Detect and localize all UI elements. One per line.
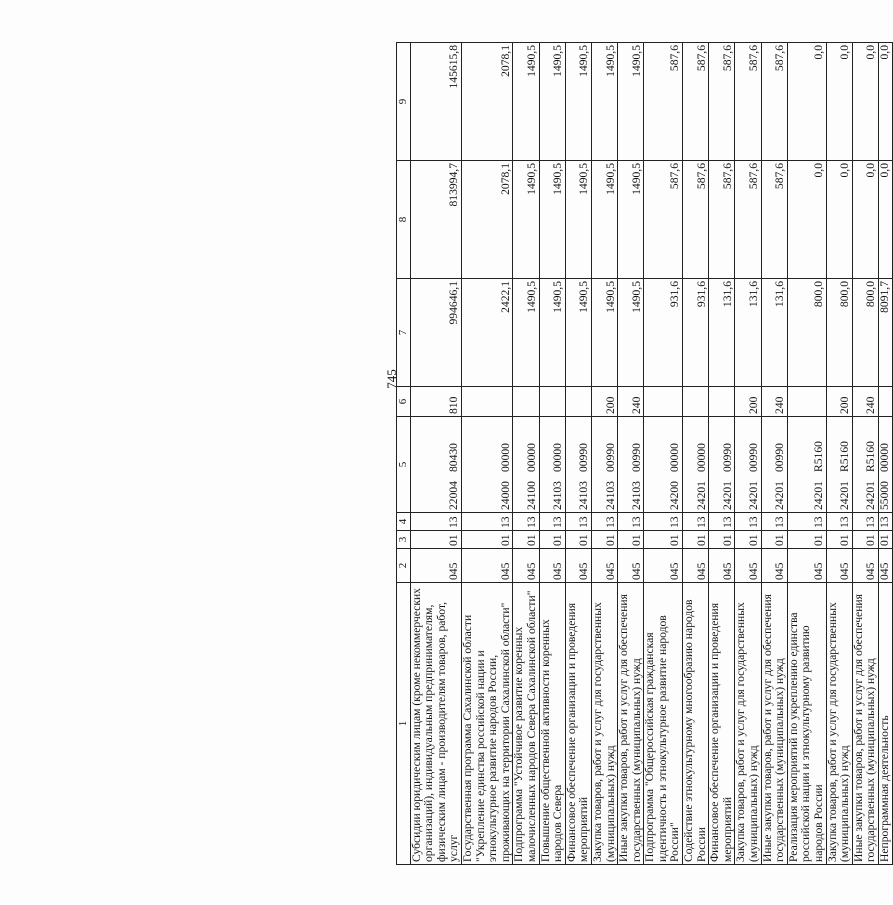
- amount-cell: 587,6: [709, 161, 735, 279]
- section-cell: 01: [565, 531, 591, 549]
- amount-cell: 994646,1: [410, 279, 461, 387]
- expense-type-cell: [709, 387, 735, 417]
- direction-code: 00000: [694, 443, 708, 472]
- table-row: [644, 43, 683, 865]
- amount-cell: 1490,5: [591, 161, 617, 279]
- section-cell: 01: [618, 531, 644, 549]
- expense-type-cell: 810: [410, 387, 461, 417]
- target-article-cell: [513, 417, 539, 513]
- table-body: [410, 43, 892, 865]
- amount-cell: 800,0: [826, 279, 852, 387]
- program-code: 22004: [447, 481, 461, 510]
- subsection-cell: 13: [683, 513, 709, 531]
- amount-cell: 587,6: [683, 43, 709, 161]
- section-cell: 01: [787, 531, 826, 549]
- expense-type-cell: [565, 387, 591, 417]
- section-cell: 01: [761, 531, 787, 549]
- table-row: [565, 43, 591, 865]
- row-name-cell: Подпрограмма "Общероссийская гражданская идентичность и этнокультурное развитие народов России": [644, 583, 683, 865]
- table-header-row: [397, 43, 411, 865]
- ministry-code-cell: 045: [878, 549, 892, 583]
- direction-code: 00990: [720, 443, 734, 472]
- amount-cell: 587,6: [709, 43, 735, 161]
- row-name-cell: Иные закупки товаров, работ и услуг для обеспечения государственных (муниципальных) нужд: [852, 583, 878, 865]
- row-name-cell: Непрограммная деятельность: [878, 583, 892, 865]
- table-row: [878, 43, 892, 865]
- direction-code: 00990: [747, 443, 761, 472]
- amount-cell: 2078,1: [461, 161, 512, 279]
- expense-type-cell: [878, 387, 892, 417]
- direction-code: R5160: [838, 441, 852, 472]
- ministry-code-cell: 045: [461, 549, 512, 583]
- target-article-cell: [461, 417, 512, 513]
- target-article-cell: [709, 417, 735, 513]
- column-header: 7: [397, 279, 411, 387]
- amount-cell: 587,6: [761, 43, 787, 161]
- table-row: [591, 43, 617, 865]
- direction-code: 00000: [498, 443, 512, 472]
- column-header: 9: [397, 43, 411, 161]
- expense-type-cell: [539, 387, 565, 417]
- amount-cell: 0,0: [787, 43, 826, 161]
- program-code: 24100: [524, 481, 538, 510]
- row-name-cell: Реализация мероприятий по укреплению единства российской нации и этнокультурному развитию народов России: [787, 583, 826, 865]
- amount-cell: 1490,5: [591, 43, 617, 161]
- table-row: [826, 43, 852, 865]
- table-row: [618, 43, 644, 865]
- amount-cell: 1490,5: [565, 279, 591, 387]
- program-code: 24201: [720, 481, 734, 510]
- ministry-code-cell: 045: [735, 549, 761, 583]
- amount-cell: 0,0: [787, 161, 826, 279]
- section-cell: 01: [591, 531, 617, 549]
- amount-cell: 931,6: [644, 279, 683, 387]
- ministry-code-cell: 045: [618, 549, 644, 583]
- amount-cell: 1490,5: [565, 161, 591, 279]
- amount-cell: 1490,5: [618, 43, 644, 161]
- amount-cell: 800,0: [787, 279, 826, 387]
- ministry-code-cell: 045: [852, 549, 878, 583]
- amount-cell: 1490,5: [513, 161, 539, 279]
- subsection-cell: 13: [709, 513, 735, 531]
- section-cell: 01: [709, 531, 735, 549]
- target-article-cell: [410, 417, 461, 513]
- column-header: 1: [397, 583, 411, 865]
- amount-cell: 2078,1: [461, 43, 512, 161]
- row-name-cell: Государственная программа Сахалинской области "Укрепление единства российской нации и этнокультурное развитие народов России, проживающих на территории Сахалинской области": [461, 583, 512, 865]
- program-code: 24103: [603, 481, 617, 510]
- target-article-cell: [735, 417, 761, 513]
- table-row: [709, 43, 735, 865]
- budget-table: [396, 42, 893, 865]
- target-article-cell: [878, 417, 892, 513]
- amount-cell: 931,6: [683, 279, 709, 387]
- amount-cell: 0,0: [826, 161, 852, 279]
- column-header: 6: [397, 387, 411, 417]
- target-article-cell: [565, 417, 591, 513]
- amount-cell: 0,0: [852, 161, 878, 279]
- subsection-cell: 13: [618, 513, 644, 531]
- page-number: 745: [384, 369, 399, 389]
- ministry-code-cell: 045: [683, 549, 709, 583]
- expense-type-cell: [513, 387, 539, 417]
- program-code: 24103: [577, 481, 591, 510]
- target-article-cell: [852, 417, 878, 513]
- subsection-cell: 13: [761, 513, 787, 531]
- amount-cell: 1490,5: [539, 279, 565, 387]
- direction-code: 00990: [629, 443, 643, 472]
- amount-cell: 587,6: [644, 161, 683, 279]
- target-article-cell: [618, 417, 644, 513]
- ministry-code-cell: 045: [644, 549, 683, 583]
- ministry-code-cell: 045: [410, 549, 461, 583]
- program-code: 55000: [877, 481, 891, 510]
- direction-code: 00990: [603, 443, 617, 472]
- amount-cell: 1490,5: [513, 43, 539, 161]
- row-name-cell: Закупка товаров, работ и услуг для государственных (муниципальных) нужд: [735, 583, 761, 865]
- amount-cell: 131,6: [709, 279, 735, 387]
- row-name-cell: Финансовое обеспечение организации и проведения мероприятий: [565, 583, 591, 865]
- expense-type-cell: 240: [852, 387, 878, 417]
- target-article-cell: [787, 417, 826, 513]
- program-code: 24201: [694, 481, 708, 510]
- row-name-cell: Повышение общественной активности коренных народов Севера: [539, 583, 565, 865]
- section-cell: 01: [852, 531, 878, 549]
- subsection-cell: 13: [539, 513, 565, 531]
- program-code: 24201: [812, 481, 825, 510]
- table-row: [761, 43, 787, 865]
- program-code: 24103: [551, 481, 565, 510]
- amount-cell: 2422,1: [461, 279, 512, 387]
- column-header: 8: [397, 161, 411, 279]
- subsection-cell: 13: [852, 513, 878, 531]
- subsection-cell: 13: [591, 513, 617, 531]
- direction-code: 00990: [577, 443, 591, 472]
- amount-cell: 587,6: [644, 43, 683, 161]
- target-article-cell: [683, 417, 709, 513]
- ministry-code-cell: 045: [539, 549, 565, 583]
- amount-cell: 813994,7: [410, 161, 461, 279]
- amount-cell: 1490,5: [591, 279, 617, 387]
- expense-type-cell: [787, 387, 826, 417]
- subsection-cell: 13: [826, 513, 852, 531]
- amount-cell: 8091,7: [878, 279, 892, 387]
- direction-code: 00000: [877, 443, 891, 472]
- program-code: 24000: [498, 481, 512, 510]
- direction-code: 00000: [551, 443, 565, 472]
- amount-cell: 0,0: [852, 43, 878, 161]
- section-cell: 01: [878, 531, 892, 549]
- expense-type-cell: [461, 387, 512, 417]
- program-code: 24201: [773, 481, 787, 510]
- table-row: [735, 43, 761, 865]
- direction-code: 00000: [668, 443, 682, 472]
- amount-cell: 1490,5: [565, 43, 591, 161]
- amount-cell: 1490,5: [539, 43, 565, 161]
- program-code: 24200: [668, 481, 682, 510]
- amount-cell: 587,6: [735, 43, 761, 161]
- section-cell: 01: [644, 531, 683, 549]
- expense-type-cell: 200: [826, 387, 852, 417]
- expense-type-cell: 200: [735, 387, 761, 417]
- amount-cell: 131,6: [761, 279, 787, 387]
- expense-type-cell: 240: [618, 387, 644, 417]
- expense-type-cell: [683, 387, 709, 417]
- column-header: 4: [397, 513, 411, 531]
- subsection-cell: 13: [878, 513, 892, 531]
- target-article-cell: [644, 417, 683, 513]
- ministry-code-cell: 045: [787, 549, 826, 583]
- program-code: 24103: [629, 481, 643, 510]
- table-row: [787, 43, 826, 865]
- expense-type-cell: 200: [591, 387, 617, 417]
- amount-cell: 1490,5: [539, 161, 565, 279]
- table-row: [683, 43, 709, 865]
- table-row: [852, 43, 878, 865]
- ministry-code-cell: 045: [591, 549, 617, 583]
- column-header: 5: [397, 417, 411, 513]
- amount-cell: 800,0: [852, 279, 878, 387]
- table-row: [410, 43, 461, 865]
- direction-code: 00990: [773, 443, 787, 472]
- ministry-code-cell: 045: [513, 549, 539, 583]
- amount-cell: 1490,5: [618, 161, 644, 279]
- expense-type-cell: [644, 387, 683, 417]
- column-header: 3: [397, 531, 411, 549]
- row-name-cell: Закупка товаров, работ и услуг для государственных (муниципальных) нужд: [826, 583, 852, 865]
- column-header: 2: [397, 549, 411, 583]
- amount-cell: 0,0: [826, 43, 852, 161]
- direction-code: R5160: [812, 441, 825, 472]
- row-name-cell: Иные закупки товаров, работ и услуг для обеспечения государственных (муниципальных) нужд: [618, 583, 644, 865]
- target-article-cell: [826, 417, 852, 513]
- amount-cell: 587,6: [761, 161, 787, 279]
- amount-cell: 0,0: [878, 161, 892, 279]
- direction-code: 00000: [524, 443, 538, 472]
- target-article-cell: [761, 417, 787, 513]
- ministry-code-cell: 045: [709, 549, 735, 583]
- row-name-cell: Содействие этнокультурному многообразию народов России: [683, 583, 709, 865]
- amount-cell: 587,6: [683, 161, 709, 279]
- program-code: 24201: [864, 481, 878, 510]
- direction-code: 80430: [447, 443, 461, 472]
- amount-cell: 145615,8: [410, 43, 461, 161]
- section-cell: 01: [461, 531, 512, 549]
- row-name-cell: Субсидии юридическим лицам (кроме некоммерческих организаций), индивидуальным предпринимателям, физическим лицам - производителям товаров, работ, услуг: [410, 583, 461, 865]
- table-row: [539, 43, 565, 865]
- direction-code: R5160: [864, 441, 878, 472]
- amount-cell: 587,6: [735, 161, 761, 279]
- program-code: 24201: [838, 481, 852, 510]
- row-name-cell: Иные закупки товаров, работ и услуг для обеспечения государственных (муниципальных) нужд: [761, 583, 787, 865]
- subsection-cell: 13: [565, 513, 591, 531]
- subsection-cell: 13: [787, 513, 826, 531]
- ministry-code-cell: 045: [761, 549, 787, 583]
- row-name-cell: Финансовое обеспечение организации и проведения мероприятий: [709, 583, 735, 865]
- section-cell: 01: [683, 531, 709, 549]
- row-name-cell: Закупка товаров, работ и услуг для государственных (муниципальных) нужд: [591, 583, 617, 865]
- section-cell: 01: [513, 531, 539, 549]
- subsection-cell: 13: [735, 513, 761, 531]
- program-code: 24201: [747, 481, 761, 510]
- amount-cell: 1490,5: [618, 279, 644, 387]
- amount-cell: 0,0: [878, 43, 892, 161]
- subsection-cell: 13: [461, 513, 512, 531]
- table-row: [461, 43, 512, 865]
- ministry-code-cell: 045: [565, 549, 591, 583]
- table-row: [513, 43, 539, 865]
- target-article-cell: [539, 417, 565, 513]
- subsection-cell: 13: [644, 513, 683, 531]
- amount-cell: 1490,5: [513, 279, 539, 387]
- target-article-cell: [591, 417, 617, 513]
- section-cell: 01: [826, 531, 852, 549]
- subsection-cell: 13: [410, 513, 461, 531]
- expense-type-cell: 240: [761, 387, 787, 417]
- ministry-code-cell: 045: [826, 549, 852, 583]
- row-name-cell: Подпрограмма "Устойчивое развитие коренных малочисленных народов Севера Сахалинской области": [513, 583, 539, 865]
- section-cell: 01: [735, 531, 761, 549]
- amount-cell: 131,6: [735, 279, 761, 387]
- section-cell: 01: [410, 531, 461, 549]
- section-cell: 01: [539, 531, 565, 549]
- subsection-cell: 13: [513, 513, 539, 531]
